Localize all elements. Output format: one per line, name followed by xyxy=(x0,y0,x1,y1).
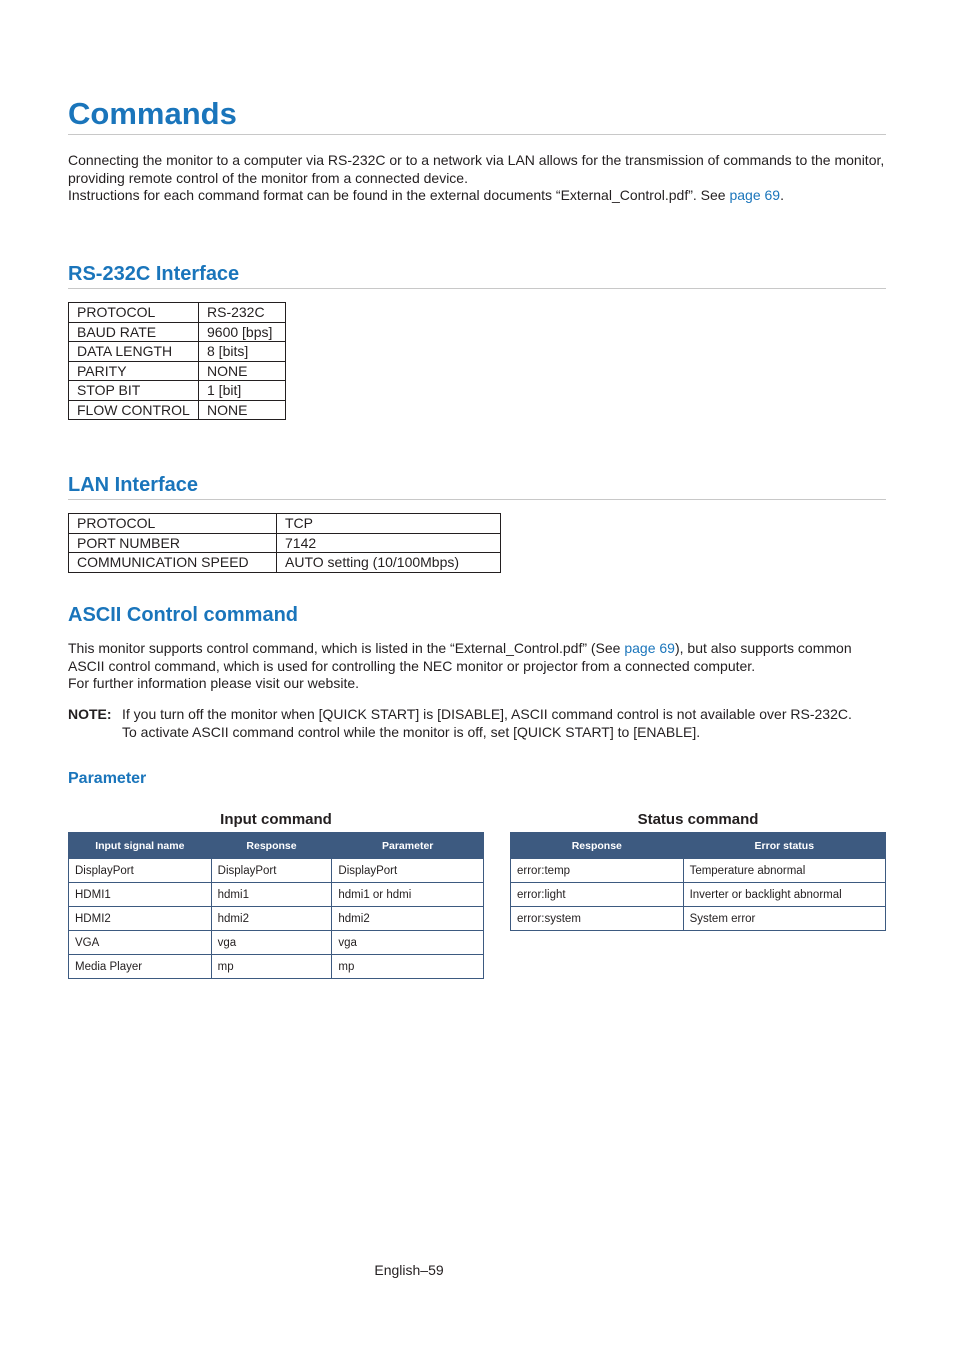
parameter-heading: Parameter xyxy=(68,770,147,787)
row-label: Media Player xyxy=(69,955,212,979)
table-row xyxy=(69,322,286,342)
table-row xyxy=(69,859,484,883)
lan-heading: LAN Interface xyxy=(68,473,886,500)
row-value: TCP xyxy=(277,514,501,534)
ascii-paragraph-end: ), but also supports common ASCII control command, which is used for controlling the NEC monitor or projector from a connected computer. xyxy=(68,640,852,674)
column-header: Response xyxy=(511,833,684,859)
table-header-row xyxy=(69,833,484,859)
table-row xyxy=(511,883,886,907)
row-label: error:temp xyxy=(511,859,684,883)
table-row xyxy=(69,342,286,362)
column-header: Input signal name xyxy=(69,833,212,859)
table-row xyxy=(69,907,484,931)
row-label: HDMI2 xyxy=(69,907,212,931)
row-label: error:light xyxy=(511,883,684,907)
row-value: hdmi2 xyxy=(211,907,332,931)
row-label: BAUD RATE xyxy=(69,322,199,342)
row-label: FLOW CONTROL xyxy=(69,400,199,420)
table-row xyxy=(511,859,886,883)
table-header-row xyxy=(511,833,886,859)
row-label: PARITY xyxy=(69,361,199,381)
status-command-caption: Status command xyxy=(637,811,759,828)
row-value: hdmi1 or hdmi xyxy=(332,883,484,907)
row-value: Inverter or backlight abnormal xyxy=(683,883,885,907)
intro-reference-end: . xyxy=(780,187,784,203)
row-label: PROTOCOL xyxy=(69,303,199,323)
row-value: hdmi2 xyxy=(332,907,484,931)
column-header: Response xyxy=(211,833,332,859)
row-value: Temperature abnormal xyxy=(683,859,885,883)
row-label: DATA LENGTH xyxy=(69,342,199,362)
note-line-2: To activate ASCII command control while the monitor is off, set [QUICK START] to [ENABLE]. xyxy=(122,723,701,740)
input-command-table xyxy=(68,832,484,979)
ascii-heading: ASCII Control command xyxy=(68,604,299,626)
ascii-paragraph xyxy=(68,640,886,675)
table-row xyxy=(69,381,286,401)
ascii-description xyxy=(68,640,886,693)
row-label: DisplayPort xyxy=(69,859,212,883)
column-header: Parameter xyxy=(332,833,484,859)
row-value: AUTO setting (10/100Mbps) xyxy=(277,553,501,573)
row-value: RS-232C xyxy=(199,303,286,323)
row-label: error:system xyxy=(511,907,684,931)
row-value: 1 [bit] xyxy=(199,381,286,401)
row-value: vga xyxy=(211,931,332,955)
input-command-caption: Input command xyxy=(220,811,332,828)
row-value: DisplayPort xyxy=(332,859,484,883)
row-value: mp xyxy=(332,955,484,979)
row-label: VGA xyxy=(69,931,212,955)
table-row xyxy=(69,931,484,955)
row-value: System error xyxy=(683,907,885,931)
row-value: DisplayPort xyxy=(211,859,332,883)
row-value: 9600 [bps] xyxy=(199,322,286,342)
status-command-table xyxy=(510,832,886,931)
note xyxy=(68,706,886,741)
table-row xyxy=(69,955,484,979)
intro-reference xyxy=(68,187,886,205)
intro-reference-text: Instructions for each command format can be found in the external documents “External_Control.pdf”. See xyxy=(68,187,730,203)
row-value: hdmi1 xyxy=(211,883,332,907)
table-row xyxy=(69,361,286,381)
rs232c-heading: RS-232C Interface xyxy=(68,262,886,289)
table-row xyxy=(69,303,286,323)
row-value: vga xyxy=(332,931,484,955)
row-label: HDMI1 xyxy=(69,883,212,907)
note-label: NOTE: xyxy=(68,706,112,722)
page-69-link-ascii[interactable]: page 69 xyxy=(624,640,675,656)
row-label: COMMUNICATION SPEED xyxy=(69,553,277,573)
table-row xyxy=(69,553,501,573)
column-header: Error status xyxy=(683,833,885,859)
intro xyxy=(68,152,886,205)
row-value: NONE xyxy=(199,400,286,420)
note-body xyxy=(122,706,886,741)
page-69-link[interactable]: page 69 xyxy=(729,187,781,203)
row-label: PORT NUMBER xyxy=(69,533,277,553)
website-note: For further information please visit our website. xyxy=(68,675,360,691)
row-value: mp xyxy=(211,955,332,979)
row-label: PROTOCOL xyxy=(69,514,277,534)
page-title: Commands xyxy=(68,96,886,135)
table-row xyxy=(69,533,501,553)
rs232c-table xyxy=(68,302,286,420)
table-row xyxy=(69,883,484,907)
row-label: STOP BIT xyxy=(69,381,199,401)
row-value: 7142 xyxy=(277,533,501,553)
ascii-paragraph-text: This monitor supports control command, which is listed in the “External_Control.pdf” (See xyxy=(68,640,625,656)
table-row xyxy=(69,514,501,534)
intro-paragraph: Connecting the monitor to a computer via RS-232C or to a network via LAN allows for the transmission of commands to the monitor, providing remote control of the monitor from a connected device. xyxy=(68,152,885,186)
note-line-1: If you turn off the monitor when [QUICK START] is [DISABLE], ASCII command control is not available over RS-232C. xyxy=(122,706,852,722)
row-value: NONE xyxy=(199,361,286,381)
page-number: English–59 xyxy=(374,1262,444,1278)
row-value: 8 [bits] xyxy=(199,342,286,362)
table-row xyxy=(69,400,286,420)
table-row xyxy=(511,907,886,931)
lan-table xyxy=(68,513,501,573)
